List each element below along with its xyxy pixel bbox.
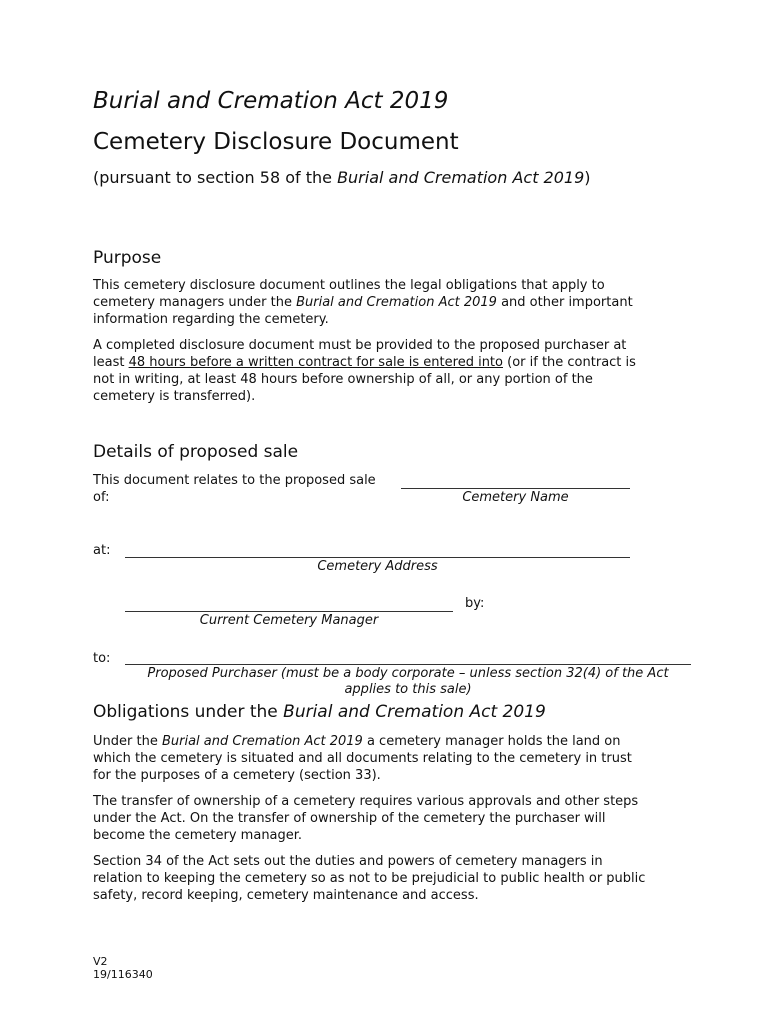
purpose-p1-act: Burial and Cremation Act 2019: [296, 295, 497, 310]
purpose-p2-underlined: 48 hours before a written contract for sale is entered into: [128, 355, 503, 370]
current-manager-caption: Current Cemetery Manager: [199, 613, 379, 628]
obligations-heading-text: Obligations under the: [93, 702, 284, 722]
act-title: Burial and Cremation Act 2019: [93, 88, 449, 114]
to-label: to:: [93, 651, 111, 666]
obligations-p1-text-end: a cemetery manager holds the land on which the cemetery is situated and all documents relating to the cemetery in trust for the purposes of a cemetery (section 33).: [93, 734, 632, 783]
purchaser-line: [125, 664, 691, 665]
document-title: Cemetery Disclosure Document: [93, 129, 459, 155]
obligations-p1-text: Under the: [93, 734, 162, 749]
purpose-paragraph-2: [93, 337, 653, 405]
cemetery-address-caption: Cemetery Address: [317, 559, 438, 574]
obligations-paragraph-1: [93, 733, 653, 784]
cemetery-address-line: [125, 557, 630, 558]
purpose-p2-text-end: (or if the contract is not in writing, at least 48 hours before ownership of all, or any portion of the cemetery is transferred).: [93, 355, 636, 404]
cemetery-name-line: [401, 488, 630, 489]
purpose-p2-text: A completed disclosure document must be provided to the proposed purchaser at least: [93, 338, 627, 370]
obligations-heading: [93, 701, 546, 723]
at-label: at:: [93, 543, 111, 558]
reference-number: 19/116340: [93, 968, 153, 981]
footer: [93, 955, 153, 981]
relates-label: This document relates to the proposed sale of:: [93, 473, 376, 505]
sale-heading: Details of proposed sale: [93, 442, 299, 462]
version-label: V2: [93, 955, 108, 968]
purpose-p1-text-end: and other important information regarding the cemetery.: [93, 295, 633, 327]
by-label: by:: [465, 596, 485, 611]
subtitle-act-name: Burial and Cremation Act 2019: [337, 168, 585, 187]
obligations-heading-act: Burial and Cremation Act 2019: [283, 702, 546, 722]
purpose-heading: Purpose: [93, 248, 162, 268]
document-subtitle: [93, 167, 653, 188]
obligations-paragraph-3: Section 34 of the Act sets out the duties and powers of cemetery managers in relation to keeping the cemetery so as not to be prejudicial to public health or public safety, record keeping, cemetery maintenance and access.: [93, 854, 646, 903]
obligations-p1-act: Burial and Cremation Act 2019: [161, 734, 363, 749]
current-manager-line: [125, 611, 453, 612]
obligations-paragraph-2: The transfer of ownership of a cemetery requires various approvals and other steps under the Act. On the transfer of ownership of the cemetery the purchaser will become the cemetery manager.: [93, 794, 639, 843]
cemetery-name-caption: Cemetery Name: [462, 490, 569, 505]
purpose-p1-text: This cemetery disclosure document outlines the legal obligations that apply to cemetery managers under the: [93, 278, 605, 310]
purpose-paragraph-1: [93, 277, 653, 328]
purchaser-caption: Proposed Purchaser (must be a body corporate – unless section 32(4) of the Act applies to this sale): [147, 666, 669, 697]
subtitle-close: ): [584, 168, 591, 187]
subtitle-text: (pursuant to section 58 of the: [93, 168, 338, 187]
